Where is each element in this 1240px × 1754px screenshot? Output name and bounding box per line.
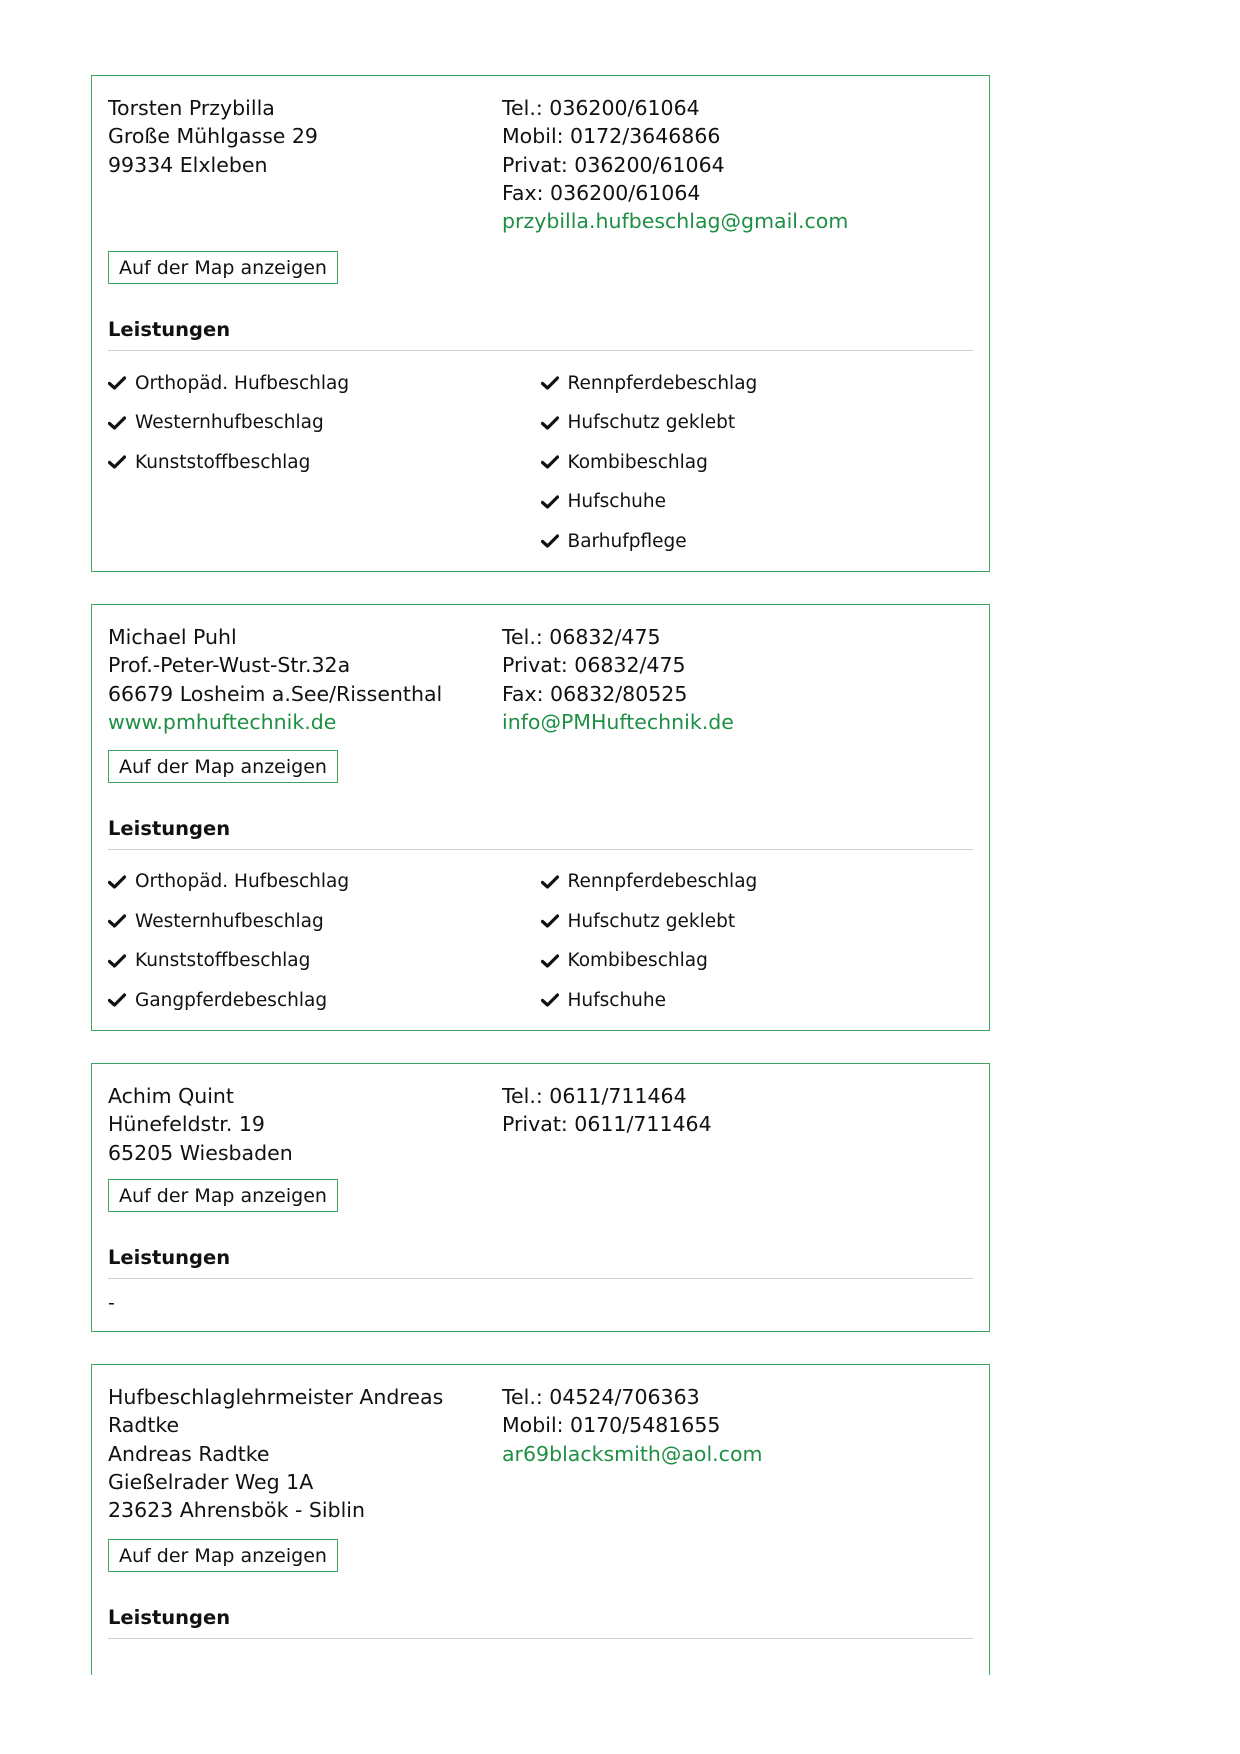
check-icon — [541, 954, 559, 968]
service-item: Hufschutz geklebt — [541, 902, 974, 942]
farrier-name: Achim Quint — [108, 1084, 234, 1109]
check-icon — [108, 993, 126, 1007]
check-icon — [541, 993, 559, 1007]
services-column-right — [541, 862, 974, 1020]
check-icon — [541, 416, 559, 430]
service-item: Hufschuhe — [541, 482, 974, 522]
street: Prof.-Peter-Wust-Str.32a — [108, 653, 351, 678]
check-icon — [541, 534, 559, 548]
service-item: Kombibeschlag — [541, 442, 974, 482]
phone: Tel.: 0611/711464 — [502, 1084, 687, 1109]
show-on-map-button[interactable]: Auf der Map anzeigen — [108, 1539, 338, 1572]
contact-block — [502, 1383, 762, 1524]
service-item: Hufschuhe — [541, 981, 974, 1021]
website-link[interactable]: www.pmhuftechnik.de — [108, 709, 337, 734]
city: 23623 Ahrensbök - Siblin — [108, 1498, 365, 1523]
address-block — [108, 623, 502, 736]
email-link[interactable]: przybilla.hufbeschlag@gmail.com — [502, 209, 849, 234]
farrier-name: Michael Puhl — [108, 624, 237, 649]
fax: Fax: 036200/61064 — [502, 180, 701, 205]
show-on-map-button[interactable]: Auf der Map anzeigen — [108, 750, 338, 783]
services-column-left — [108, 363, 541, 561]
phone: Tel.: 036200/61064 — [502, 96, 700, 120]
show-on-map-button[interactable]: Auf der Map anzeigen — [108, 1179, 338, 1212]
services-list — [108, 363, 973, 561]
farrier-title-name-cont: Radtke — [108, 1413, 180, 1438]
contact-block — [502, 623, 734, 736]
check-icon — [108, 455, 126, 469]
service-item: Rennpferdebeschlag — [541, 363, 974, 403]
services-column-right — [541, 363, 974, 561]
check-icon — [108, 416, 126, 430]
street: Gießelrader Weg 1A — [108, 1469, 314, 1494]
farrier-card — [91, 75, 990, 572]
check-icon — [541, 875, 559, 889]
service-item: Westernhufbeschlag — [108, 902, 541, 942]
street: Große Mühlgasse 29 — [108, 124, 318, 149]
check-icon — [541, 455, 559, 469]
service-item: Kunststoffbeschlag — [108, 941, 541, 981]
mobile: Mobil: 0170/5481655 — [502, 1413, 721, 1438]
service-item: Orthopäd. Hufbeschlag — [108, 862, 541, 902]
address-block — [108, 1383, 502, 1524]
show-on-map-button[interactable]: Auf der Map anzeigen — [108, 251, 338, 284]
contact-block — [502, 94, 848, 235]
mobile: Mobil: 0172/3646866 — [502, 124, 721, 149]
service-item: Orthopäd. Hufbeschlag — [108, 363, 541, 403]
services-title: Leistungen — [108, 816, 973, 850]
phone: Tel.: 06832/475 — [502, 624, 661, 649]
farrier-name: Torsten Przybilla — [108, 96, 275, 120]
check-icon — [108, 875, 126, 889]
check-icon — [108, 376, 126, 390]
services-column-left — [108, 862, 541, 1020]
farrier-name: Andreas Radtke — [108, 1441, 270, 1466]
city: 99334 Elxleben — [108, 152, 268, 177]
check-icon — [541, 376, 559, 390]
city: 66679 Losheim a.See/Rissenthal — [108, 681, 443, 706]
private-phone: Privat: 0611/711464 — [502, 1112, 712, 1137]
service-item: Kombibeschlag — [541, 941, 974, 981]
check-icon — [541, 495, 559, 509]
services-title: Leistungen — [108, 1605, 973, 1639]
private-phone: Privat: 036200/61064 — [502, 152, 725, 177]
street: Hünefeldstr. 19 — [108, 1112, 265, 1137]
phone: Tel.: 04524/706363 — [502, 1385, 700, 1410]
service-item: Kunststoffbeschlag — [108, 442, 541, 482]
address-block — [108, 1082, 502, 1167]
farrier-card — [91, 604, 990, 1031]
farrier-list — [91, 75, 990, 1675]
services-title: Leistungen — [108, 1245, 973, 1279]
service-item: Gangpferdebeschlag — [108, 981, 541, 1021]
contact-block — [502, 1082, 712, 1167]
service-item: Hufschutz geklebt — [541, 403, 974, 443]
farrier-card — [91, 1364, 990, 1675]
service-item: Rennpferdebeschlag — [541, 862, 974, 902]
farrier-card — [91, 1063, 990, 1332]
services-list — [108, 862, 973, 1020]
private-phone: Privat: 06832/475 — [502, 653, 686, 678]
check-icon — [108, 914, 126, 928]
no-services-placeholder: - — [108, 1292, 115, 1315]
email-link[interactable]: info@PMHuftechnik.de — [502, 709, 734, 734]
farrier-title-name: Hufbeschlaglehrmeister Andreas — [108, 1385, 444, 1410]
email-link[interactable]: ar69blacksmith@aol.com — [502, 1441, 763, 1466]
address-block — [108, 94, 502, 235]
city: 65205 Wiesbaden — [108, 1140, 293, 1165]
service-item: Westernhufbeschlag — [108, 403, 541, 443]
check-icon — [108, 954, 126, 968]
services-title: Leistungen — [108, 317, 973, 351]
check-icon — [541, 914, 559, 928]
fax: Fax: 06832/80525 — [502, 681, 688, 706]
service-item: Barhufpflege — [541, 521, 974, 561]
